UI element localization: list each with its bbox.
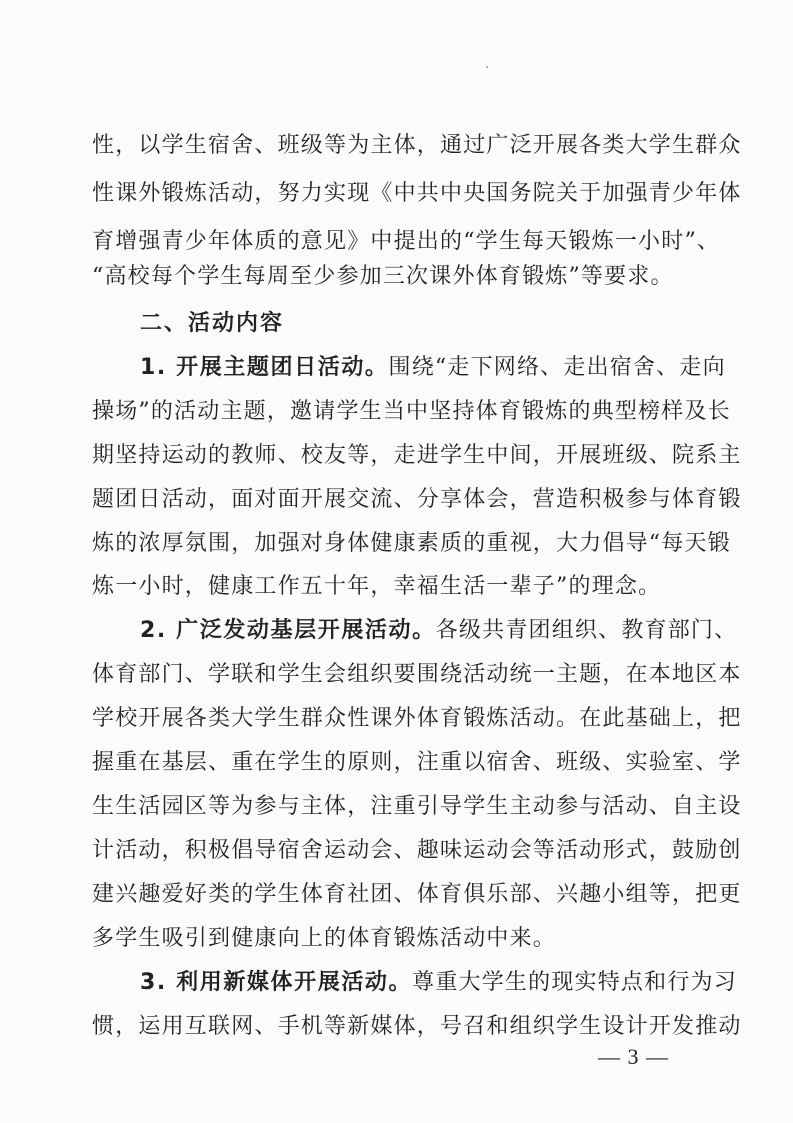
body-line: 炼一小时，健康工作五十年，幸福生活一辈子”的理念。: [92, 574, 662, 599]
page-number: — 3 —: [598, 1044, 669, 1069]
body-line: 学校开展各类大学生群众性课外体育锻炼活动。在此基础上，把: [92, 706, 742, 731]
item-3-first-line: [140, 968, 737, 998]
body-line: 体育部门、学联和学生会组织要围绕活动统一主题，在本地区本: [92, 662, 742, 687]
body-line: “高校每个学生每周至少参加三次课外体育锻炼”等要求。: [92, 264, 674, 289]
body-line: 建兴趣爱好类的学生体育社团、体育俱乐部、兴趣小组等，把更: [92, 882, 742, 907]
item-3-lead: 3. 利用新媒体开展活动。: [140, 970, 413, 995]
item-2-first-line: [140, 616, 737, 646]
scan-speck: [486, 66, 488, 68]
body-line: 炼的浓厚氛围，加强对身体健康素质的重视，大力倡导“每天锻: [92, 531, 731, 556]
body-line: 惯，运用互联网、手机等新媒体，号召和组织学生设计开发推动: [92, 1014, 742, 1039]
body-line: 操场”的活动主题，邀请学生当中坚持体育锻炼的典型榜样及长: [92, 399, 731, 424]
item-2-first-rest: 各级共青团组织、教育部门、: [435, 618, 738, 643]
body-line: 握重在基层、重在学生的原则，注重以宿舍、班级、实验室、学: [92, 750, 742, 775]
body-line: 性课外锻炼活动，努力实现《中共中央国务院关于加强青少年体: [92, 181, 742, 206]
body-line: 题团日活动，面对面开展交流、分享体会，营造积极参与体育锻: [92, 487, 742, 512]
body-line: 性，以学生宿舍、班级等为主体，通过广泛开展各类大学生群众: [92, 133, 742, 158]
section-heading: 二、活动内容: [140, 311, 285, 336]
item-1-first-line: [140, 353, 726, 383]
body-line: 多学生吸引到健康向上的体育锻炼活动中来。: [92, 926, 557, 951]
body-line: 生生活园区等为参与主体，注重引导学生主动参与活动、自主设: [92, 794, 742, 819]
item-1-first-rest: 围绕“走下网络、走出宿舍、走向: [388, 355, 726, 380]
item-1-lead: 1. 开展主题团日活动。: [140, 355, 389, 380]
body-line: 育增强青少年体质的意见》中提出的“学生每天锻炼一小时”、: [92, 229, 721, 254]
body-line: 计活动，积极倡导宿舍运动会、趣味运动会等活动形式，鼓励创: [92, 838, 742, 863]
item-2-lead: 2. 广泛发动基层开展活动。: [140, 618, 436, 643]
item-3-first-rest: 尊重大学生的现实特点和行为习: [412, 970, 737, 995]
body-line: 期坚持运动的教师、校友等，走进学生中间，开展班级、院系主: [92, 443, 742, 468]
